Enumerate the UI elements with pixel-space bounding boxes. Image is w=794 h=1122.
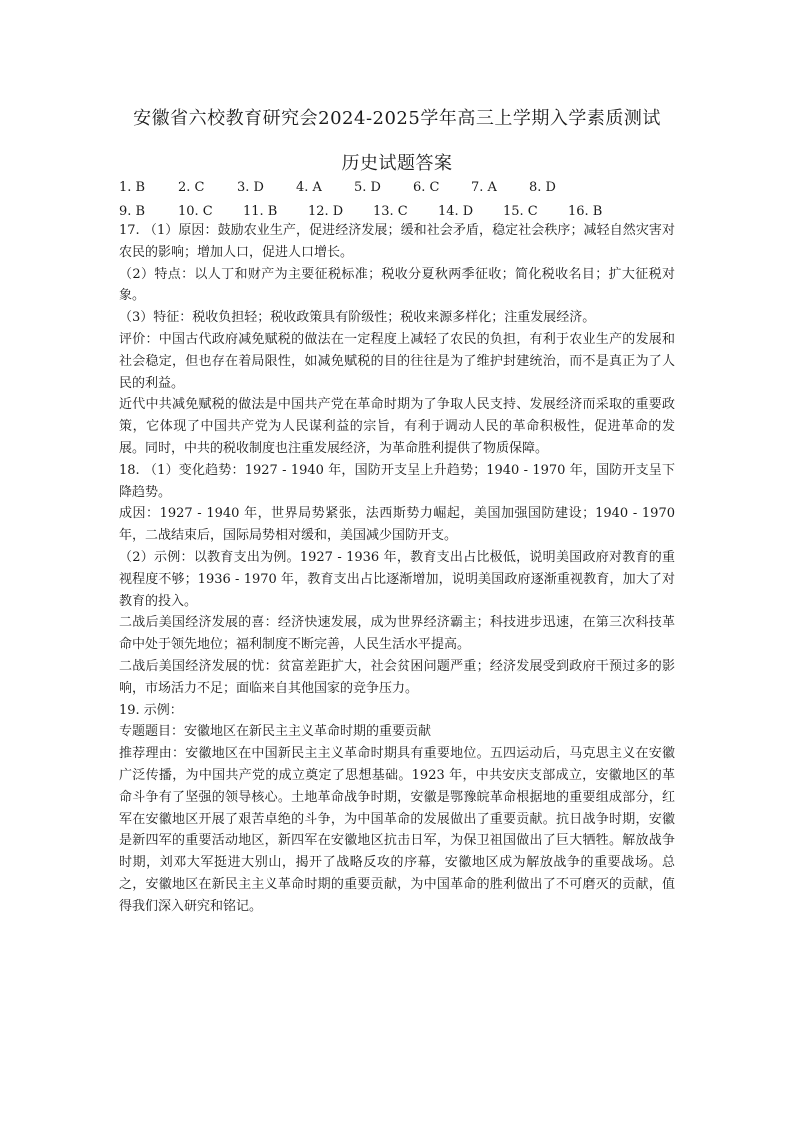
document-title: 安徽省六校教育研究会2024-2025学年高三上学期入学素质测试 xyxy=(133,108,661,129)
answer-body xyxy=(119,220,675,918)
q18-causes-paragraph: 成因：1927 - 1940 年，世界局势紧张，法西斯势力崛起，美国加强国防建设；1940 - 1970 年，二战结束后，国际局势相对缓和，美国减少国防开支。 xyxy=(119,506,675,544)
q17-modern-paragraph: 近代中共减免赋税的做法是中国共产党在革命时期为了争取人民支持、发展经济而采取的重要政策，它体现了中国共产党为人民谋利益的宗旨，有利于调动人民的革命积极性，促进革命的发展。同时，中共的税收制度也注重发展经济，为革命胜利提供了物质保障。 xyxy=(119,397,675,456)
q17-part2-answer: （2）特点：以人丁和财产为主要征税标准；税收分夏秋两季征收；简化税收名目；扩大征税对象。 xyxy=(119,266,675,304)
answer-item: 15. C xyxy=(503,204,538,219)
answer-item: 7. A xyxy=(471,180,497,195)
q18-negative-paragraph: 二战后美国经济发展的忧：贫富差距扩大，社会贫困问题严重；经济发展受到政府干预过多的影响，市场活力不足；面临来自其他国家的竞争压力。 xyxy=(119,658,675,696)
document-subtitle: 历史试题答案 xyxy=(341,153,453,174)
answer-row xyxy=(119,180,679,204)
answer-item: 8. D xyxy=(529,180,556,195)
answer-item: 6. C xyxy=(413,180,440,195)
q18-positive-paragraph: 二战后美国经济发展的喜：经济快速发展，成为世界经济霸主；科技进步迅速，在第三次科技革命中处于领先地位；福利制度不断完善，人民生活水平提高。 xyxy=(119,615,675,653)
q17-part1-answer: 17. （1）原因：鼓励农业生产，促进经济发展；缓和社会矛盾，稳定社会秩序；减轻自然灾害对农民的影响；增加人口，促进人口增长。 xyxy=(119,223,675,260)
answer-item: 11. B xyxy=(243,204,278,219)
answer-item: 14. D xyxy=(438,204,474,219)
q17-part3-answer: （3）特征：税收负担轻；税收政策具有阶级性；税收来源多样化；注重发展经济。 xyxy=(119,310,596,326)
answer-item: 12. D xyxy=(308,204,344,219)
answer-item: 3. D xyxy=(237,180,264,195)
answer-item: 4. A xyxy=(296,180,322,195)
q18-part1-answer: 18. （1）变化趋势：1927 - 1940 年，国防开支呈上升趋势；1940 - 1970 年，国防开支呈下降趋势。 xyxy=(119,462,675,500)
answer-item: 16. B xyxy=(568,204,603,219)
answer-item: 1. B xyxy=(119,180,146,195)
q19-heading: 19. 示例： xyxy=(119,702,183,718)
q19-reason-paragraph: 推荐理由：安徽地区在中国新民主主义革命时期具有重要地位。五四运动后，马克思主义在安徽广泛传播，为中国共产党的成立奠定了思想基础。1923 年，中共安庆支部成立，安徽地区的革命斗争有了坚强的领导核心。土地革命战争时期，安徽是鄂豫皖革命根据地的重要组成部分，红军在安徽地区开展了艰苦卓绝的斗争，为中国革命的发展做出了重要贡献。抗日战争时期，安徽是新四军的重要活动地区，新四军在安徽地区抗击日军，为保卫祖国做出了巨大牺牲。解放战争时期，刘邓大军挺进大别山，揭开了战略反攻的序幕，安徽地区成为解放战争的重要战场。总之，安徽地区在新民主主义革命时期的重要贡献，为中国革命的胜利做出了不可磨灭的贡献，值得我们深入研究和铭记。 xyxy=(119,746,675,914)
answer-item: 13. C xyxy=(373,204,408,219)
q18-part2-answer: （2）示例：以教育支出为例。1927 - 1936 年，教育支出占比极低，说明美国政府对教育的重视程度不够；1936 - 1970 年，教育支出占比逐渐增加，说明美国政府逐渐重视教育，加大了对教育的投入。 xyxy=(119,549,675,609)
q17-evaluation-paragraph: 评价：中国古代政府减免赋税的做法在一定程度上减轻了农民的负担，有利于农业生产的发展和社会稳定，但也存在着局限性，如减免赋税的目的往往是为了维护封建统治，而不是真正为了人民的利益。 xyxy=(119,331,675,391)
answer-item: 9. B xyxy=(119,204,146,219)
answer-item: 2. C xyxy=(178,180,205,195)
q19-topic: 专题题目：安徽地区在新民主主义革命时期的重要贡献 xyxy=(119,724,432,740)
answer-item: 5. D xyxy=(354,180,381,195)
answer-item: 10. C xyxy=(178,204,213,219)
